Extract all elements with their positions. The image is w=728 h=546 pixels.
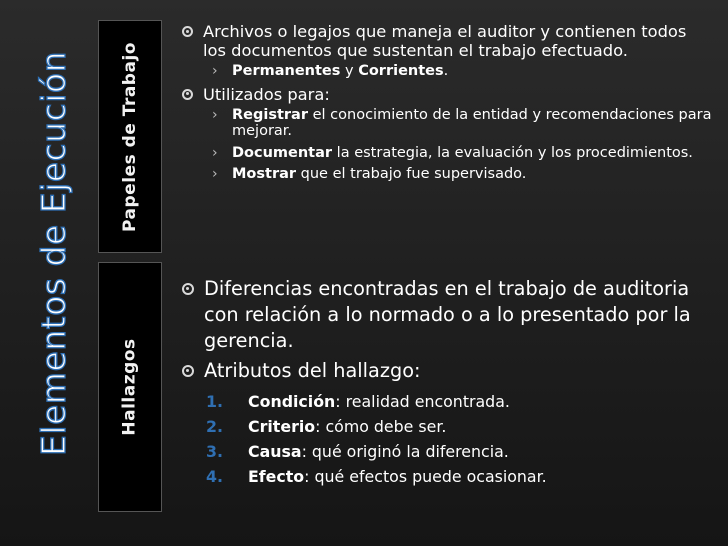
bullet-text: Diferencias encontradas en el trabajo de auditoria con relación a lo normado o a lo presentado por la gerencia.: [204, 277, 691, 352]
sub-item-text: [232, 166, 526, 183]
papeles-content: [182, 22, 712, 188]
chevron-right-icon: ›: [212, 63, 218, 79]
item-text: [248, 464, 547, 489]
sub-item-rest: el conocimiento de la entidad y recomendaciones para mejorar.: [232, 106, 712, 139]
bullet-archivos: [182, 22, 712, 60]
circle-bullet-icon: [182, 89, 193, 100]
section-label-papeles-text: Papeles de Trabajo: [120, 41, 141, 232]
sub-item-bold: Registrar: [232, 106, 308, 123]
item-rest: : realidad encontrada.: [335, 392, 510, 411]
slide-title: [30, 20, 78, 486]
item-rest: : qué originó la diferencia.: [301, 442, 509, 461]
numbered-item-criterio: [206, 414, 712, 439]
sub-item-text: [232, 63, 448, 80]
chevron-right-icon: ›: [212, 144, 218, 161]
item-bold: Condición: [248, 392, 336, 411]
item-bold: Criterio: [248, 417, 316, 436]
numbered-list: [206, 389, 712, 489]
item-number: 3.: [206, 442, 223, 461]
sub-item-registrar: [212, 107, 712, 140]
item-text: [248, 414, 446, 439]
circle-bullet-icon: [182, 26, 193, 37]
bullet-atributos: [182, 358, 712, 384]
bullet-text: Utilizados para:: [203, 84, 330, 104]
sub-item-bold: Mostrar: [232, 166, 297, 182]
sub-item-connector: y: [340, 63, 359, 79]
sub-item-bold: Permanentes: [232, 63, 341, 79]
item-bold: Causa: [248, 442, 302, 461]
section-label-papeles: [98, 20, 162, 253]
bullet-utilizados: [182, 85, 712, 104]
item-number: 2.: [206, 417, 223, 436]
sub-item-rest: que el trabajo fue supervisado.: [296, 166, 527, 182]
chevron-right-icon: ›: [212, 166, 218, 182]
item-bold: Efecto: [248, 467, 305, 486]
sub-item-mostrar: [212, 166, 712, 183]
numbered-item-condicion: [206, 389, 712, 414]
section-label-hallazgos: [98, 262, 162, 512]
sub-item-documentar: [212, 145, 712, 162]
sub-list: [212, 63, 712, 80]
sub-item-bold-2: Corrientes: [358, 63, 444, 79]
sub-item-end: .: [443, 63, 449, 79]
numbered-item-efecto: [206, 464, 712, 489]
sub-item-text: [232, 145, 693, 162]
item-rest: : qué efectos puede ocasionar.: [304, 467, 547, 486]
item-number: 4.: [206, 467, 223, 486]
bullet-text: Archivos o legajos que maneja el auditor y contienen todos los documentos que sustentan el trabajo efectuado.: [203, 22, 687, 60]
bullet-text: Atributos del hallazgo:: [204, 359, 421, 382]
sub-item-permanentes: [212, 63, 712, 80]
sub-item-rest: la estrategia, la evaluación y los procedimientos.: [332, 144, 693, 161]
sub-item-text: [232, 107, 712, 140]
sub-item-bold: Documentar: [232, 144, 333, 161]
circle-bullet-icon: [182, 283, 194, 295]
item-rest: : cómo debe ser.: [315, 417, 447, 436]
item-number: 1.: [206, 392, 223, 411]
circle-bullet-icon: [182, 365, 194, 377]
section-label-hallazgos-text: Hallazgos: [120, 338, 140, 436]
slide-title-text: Elementos de Ejecución: [34, 50, 74, 456]
bullet-diferencias: [182, 276, 712, 354]
item-text: [248, 389, 510, 414]
numbered-item-causa: [206, 439, 712, 464]
chevron-right-icon: ›: [212, 106, 218, 123]
sub-list: [212, 107, 712, 183]
hallazgos-content: [182, 276, 712, 489]
item-text: [248, 439, 509, 464]
